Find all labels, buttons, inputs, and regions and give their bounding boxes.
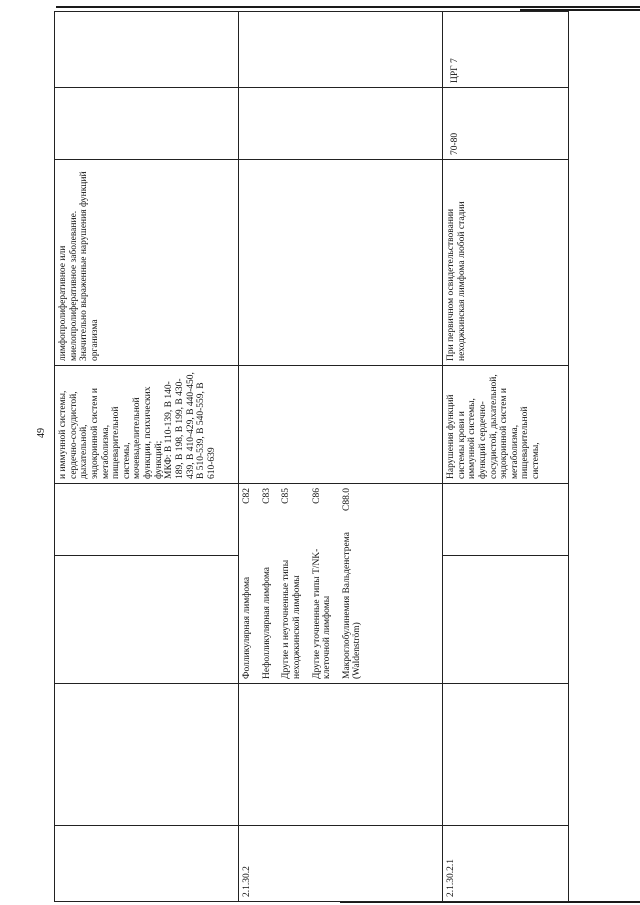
disease-name: Другие и неуточненные типы неходжкинской лимфомы (281, 559, 302, 679)
row-percent (443, 88, 569, 160)
disability-criteria-table (54, 11, 569, 902)
page-number: 49 (36, 428, 47, 438)
disease-entry (262, 488, 273, 679)
row-id: 2.1.30.2 (239, 826, 443, 902)
icd-code: C83 (261, 488, 272, 504)
row-group (443, 12, 569, 88)
group-value: ЦРГ 7 (450, 58, 460, 83)
disease-entry (242, 488, 253, 679)
row-criteria (239, 160, 443, 366)
row-id (55, 826, 239, 902)
row-percent (55, 88, 239, 160)
percent-value: 70-80 (450, 132, 460, 155)
icd-code: C88.0 (341, 488, 352, 511)
row-profile (443, 684, 569, 826)
disease-entry (312, 488, 333, 679)
rotated-table-wrapper (54, 12, 568, 902)
disease-entry (281, 488, 302, 679)
row-profile (239, 684, 443, 826)
row-impairments (239, 366, 443, 484)
row-criteria: При первичном освидетельствовании неходжкинская лимфома любой стадии (443, 160, 569, 366)
row-profile (55, 684, 239, 826)
disease-entry (342, 488, 363, 679)
icd-code: C85 (281, 488, 292, 504)
row-group (239, 12, 443, 88)
icd-code: C82 (242, 488, 252, 504)
row-diseases (55, 556, 239, 684)
row-percent (239, 88, 443, 160)
disease-name: Фолликулярная лимфома (242, 576, 252, 679)
row-diseases-with-codes (239, 484, 443, 684)
icd-code: C86 (311, 488, 322, 504)
row-diseases (443, 556, 569, 684)
table-row (443, 12, 569, 902)
row-codes (55, 484, 239, 556)
row-impairments: и иммунной системы, сердечно-сосудистой, дыхательной, эндокринной систем и метаболизма, пищеварительной системы, мочевыделительной функции, психических функций; МКФ: B 110-139, B 140-189, B 198, B 199, B 430-439, B 410-429, B 440-450, B 510-539, B 540-559, B 610-639 (55, 366, 239, 484)
table-row (239, 12, 443, 902)
row-impairments: Нарушения функций системы крови и иммунной системы, функций сердечно-сосудистой, дыхательной, эндокринной систем и метаболизма, пищеварительной системы, (443, 366, 569, 484)
row-id: 2.1.30.2.1 (443, 826, 569, 902)
row-criteria: лимфопролиферативное или миелопролиферативное заболевание. Значительно выраженные нарушения функций организма (55, 160, 239, 366)
row-group (55, 12, 239, 88)
row-codes (443, 484, 569, 556)
disease-name: Макроглобулинемия Вальденстрема (Waldenström) (341, 532, 363, 679)
scan-edge-top (56, 6, 640, 8)
table-row (55, 12, 239, 902)
disease-name: Нефолликулярная лимфома (261, 567, 272, 679)
disease-name: Другие уточненные типы T/NK-клеточной лимфомы (311, 548, 333, 679)
